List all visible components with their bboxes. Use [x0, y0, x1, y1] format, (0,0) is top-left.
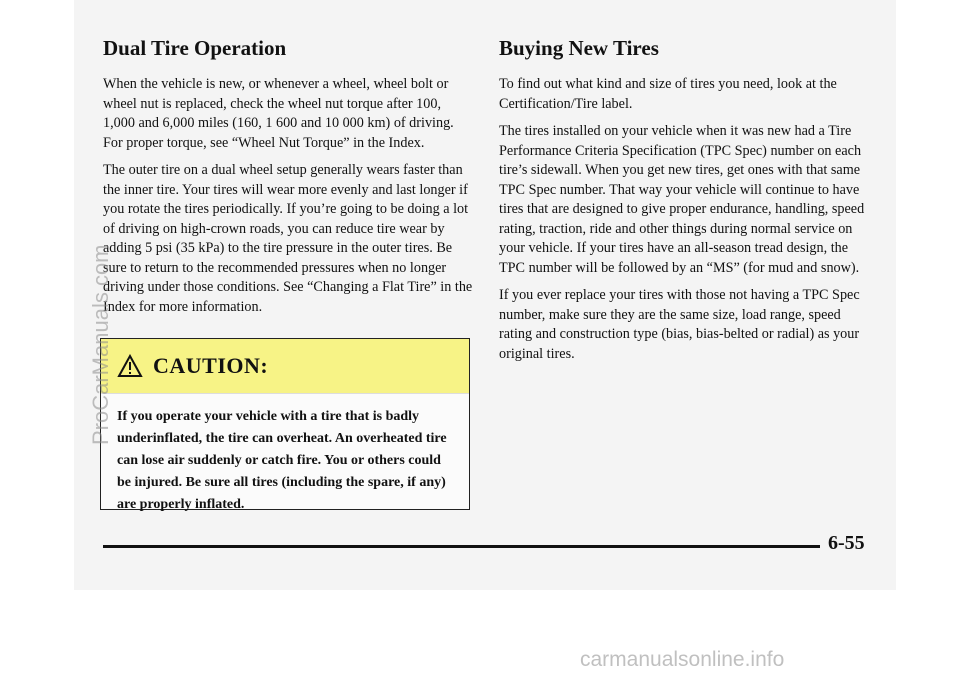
paragraph: If you ever replace your tires with those not having a TPC Spec number, make sure they are the same size, load range, speed rating and construction type (bias, bias-belted or radial) as your original tires. — [499, 287, 860, 362]
page-number: 6-55 — [828, 532, 865, 554]
caution-label: CAUTION: — [153, 353, 269, 378]
left-column — [103, 36, 473, 325]
caution-text: If you operate your vehicle with a tire that is badly underinflated, the tire can overheat. An overheated tire can lose air suddenly or catch fire. You or others could be injured. Be sure all tires (including the spare, if any) are properly inflated. — [117, 409, 447, 512]
paragraph: When the vehicle is new, or whenever a wheel, wheel bolt or wheel nut is replaced, check the wheel nut torque after 100, 1,000 and 6,000 miles (160, 1 600 and 10 000 km) of driving. For proper torque, see “Wheel Nut Torque” in the Index. — [103, 76, 454, 151]
section-heading-dual-tire: Dual Tire Operation — [103, 36, 287, 60]
paragraph: To find out what kind and size of tires you need, look at the Certification/Tire label. — [499, 76, 837, 112]
vertical-watermark: ProCarManuals.com — [88, 244, 113, 445]
paragraph: The outer tire on a dual wheel setup generally wears faster than the inner tire. Your tires will wear more evenly and last longer if you rotate the tires periodically. If you’re going to be doing a lot of driving on high-crown roads, you can reduce tire wear by adding 5 psi (35 kPa) to the tire pressure in the outer tires. Be sure to return to the recommended pressures when no longer driving under those conditions. See “Changing a Flat Tire” in the Index for more information. — [103, 162, 473, 315]
warning-triangle-icon — [117, 354, 143, 378]
bottom-watermark: carmanualsonline.info — [580, 648, 785, 671]
paragraph: The tires installed on your vehicle when it was new had a Tire Performance Criteria Specification (TPC Spec) number on each tire’s sidewall. When you get new tires, get ones with that same TPC Spec number. That way your vehicle will continue to have tires that are designed to give proper endurance, handling, speed rating, traction, ride and other things during normal service on your vehicle. If your tires have an all-season tread design, the TPC number will be followed by an “MS” (for mud and snow). — [499, 123, 865, 276]
caution-box — [100, 338, 470, 510]
caution-header — [101, 339, 469, 394]
footer-divider — [103, 545, 820, 548]
right-column — [499, 36, 869, 372]
section-heading-buying-tires: Buying New Tires — [499, 36, 659, 60]
